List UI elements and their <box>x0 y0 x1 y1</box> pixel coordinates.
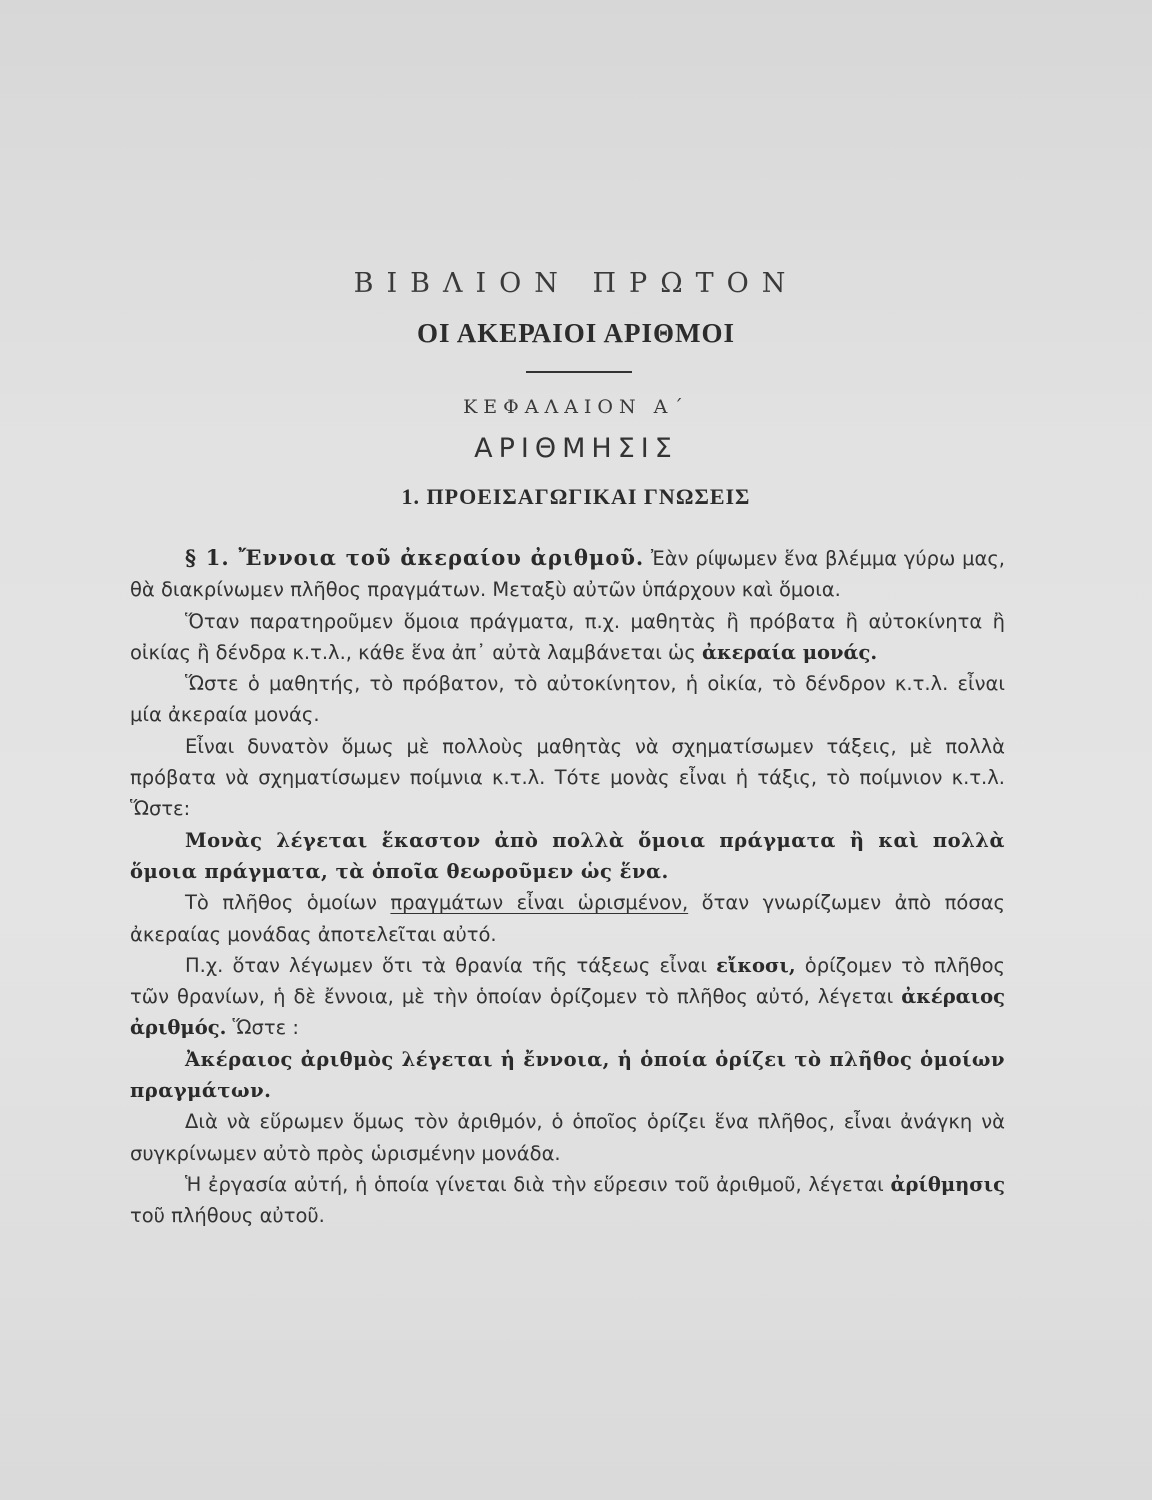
body-text <box>130 542 1005 1232</box>
paragraph-9 <box>130 1106 1005 1169</box>
paragraph-text: Τὸ πλῆθος ὁμοίων <box>185 891 391 915</box>
paragraph-text: ὁρίζομεν τὸ πλῆθος τῶν θρανίων, ἡ δὲ ἔννοια, μὲ τὴν ὁποίαν ὁρίζομεν τὸ πλῆθος αὐτό, λέγεται <box>130 953 1005 1009</box>
definition-unit <box>130 825 1005 888</box>
definition-integer <box>130 1044 1005 1107</box>
bold-term: ἀκεραία μονάς. <box>702 640 878 664</box>
paragraph-text: Ἡ ἐργασία αὐτή, ἡ ὁποία γίνεται διὰ τὴν εὕρεσιν τοῦ ἀριθμοῦ, λέγεται <box>185 1172 891 1196</box>
paragraph-4 <box>130 731 1005 825</box>
paragraph-text: Διὰ νὰ εὕρωμεν ὅμως τὸν ἀριθμόν, ὁ ὁποῖος ὁρίζει ἕνα πλῆθος, εἶναι ἀνάγκη νὰ συγκρίνωμεν αὐτὸ πρὸς ὡρισμένην μονάδα. <box>130 1110 1005 1165</box>
paragraph-2 <box>130 606 1005 669</box>
title-divider <box>526 371 632 373</box>
paragraph-text: Ὥστε : <box>226 1016 299 1040</box>
bold-term: ἀρίθμησις <box>890 1172 1005 1196</box>
book-subtitle: ΟΙ ΑΚΕΡΑΙΟΙ ΑΡΙΘΜΟΙ <box>416 318 736 348</box>
paragraph-text: Ὅταν παρατηροῦμεν ὅμοια πράγματα, π.χ. μαθητὰς ἢ πρόβατα ἢ αὐτοκίνητα ἢ οἰκίας ἢ δένδρα κ.τ.λ., κάθε ἕνα ἀπ᾽ αὐτὰ λαμβάνεται ὡς <box>130 609 1005 664</box>
paragraph-text: Π.χ. ὅταν λέγωμεν ὅτι τὰ θρανία τῆς τάξεως εἶναι <box>185 953 717 977</box>
paragraph-text: ὅταν γνωρίζωμεν ἀπὸ πόσας ἀκεραίας μονάδας ἀποτελεῖται αὐτό. <box>130 891 1005 946</box>
definition-text: Μονὰς λέγεται ἕκαστον ἀπὸ πολλὰ ὅμοια πράγματα ἢ καὶ πολλὰ ὅμοια πράγματα, τὰ ὁποῖα θεωροῦμεν ὡς ἕνα. <box>130 828 1005 883</box>
paragraph-text: τοῦ πλήθους αὐτοῦ. <box>130 1204 325 1228</box>
bold-term: ἀκέραιος ἀριθμός. <box>130 985 1005 1040</box>
chapter-label: ΚΕΦΑΛΑΙΟΝ Α΄ <box>463 396 689 418</box>
definition-text: Ἀκέραιος ἀριθμὸς λέγεται ἡ ἔννοια, ἡ ὁποία ὁρίζει τὸ πλῆθος ὁμοίων πραγμάτων. <box>130 1047 1005 1103</box>
paragraph-3 <box>130 668 1005 731</box>
paragraph-heading: § 1. Ἔννοια τοῦ ἀκεραίου ἀριθμοῦ. <box>185 545 645 570</box>
chapter-title: ΑΡΙΘΜΗΣΙΣ <box>474 433 678 464</box>
section-heading: 1. ΠΡΟΕΙΣΑΓΩΓΙΚΑΙ ΓΝΩΣΕΙΣ <box>401 484 751 509</box>
paragraph-1 <box>130 542 1005 606</box>
paragraph-6 <box>130 887 1005 950</box>
paragraph-10 <box>130 1169 1005 1232</box>
paragraph-text: Εἶναι δυνατὸν ὅμως μὲ πολλοὺς μαθητὰς νὰ σχηματίσωμεν τάξεις, μὲ πολλὰ πρόβατα νὰ σχηματίσωμεν ποίμνια κ.τ.λ. Τότε μονὰς εἶναι ἡ τάξις, τὸ ποίμνιον κ.τ.λ. Ὥστε: <box>130 734 1005 821</box>
paragraph-text: Ὥστε ὁ μαθητής, τὸ πρόβατον, τὸ αὐτοκίνητον, ἡ οἰκία, τὸ δένδρον κ.τ.λ. εἶναι μία ἀκεραία μονάς. <box>130 672 1005 727</box>
paragraph-7 <box>130 950 1005 1044</box>
paragraph-text: Ἐὰν ρίψωμεν ἕνα βλέμμα γύρω μας, θὰ διακρίνωμεν πλῆθος πραγμάτων. Μεταξὺ αὐτῶν ὑπάρχουν καὶ ὅμοια. <box>130 547 1005 602</box>
underlined-phrase: πραγμάτων εἶναι ὡρισμένον, <box>390 891 689 915</box>
bold-term: εἴκοσι, <box>716 953 796 977</box>
book-title: ΒΙΒΛΙΟΝ ΠΡΩΤΟΝ <box>353 268 799 299</box>
